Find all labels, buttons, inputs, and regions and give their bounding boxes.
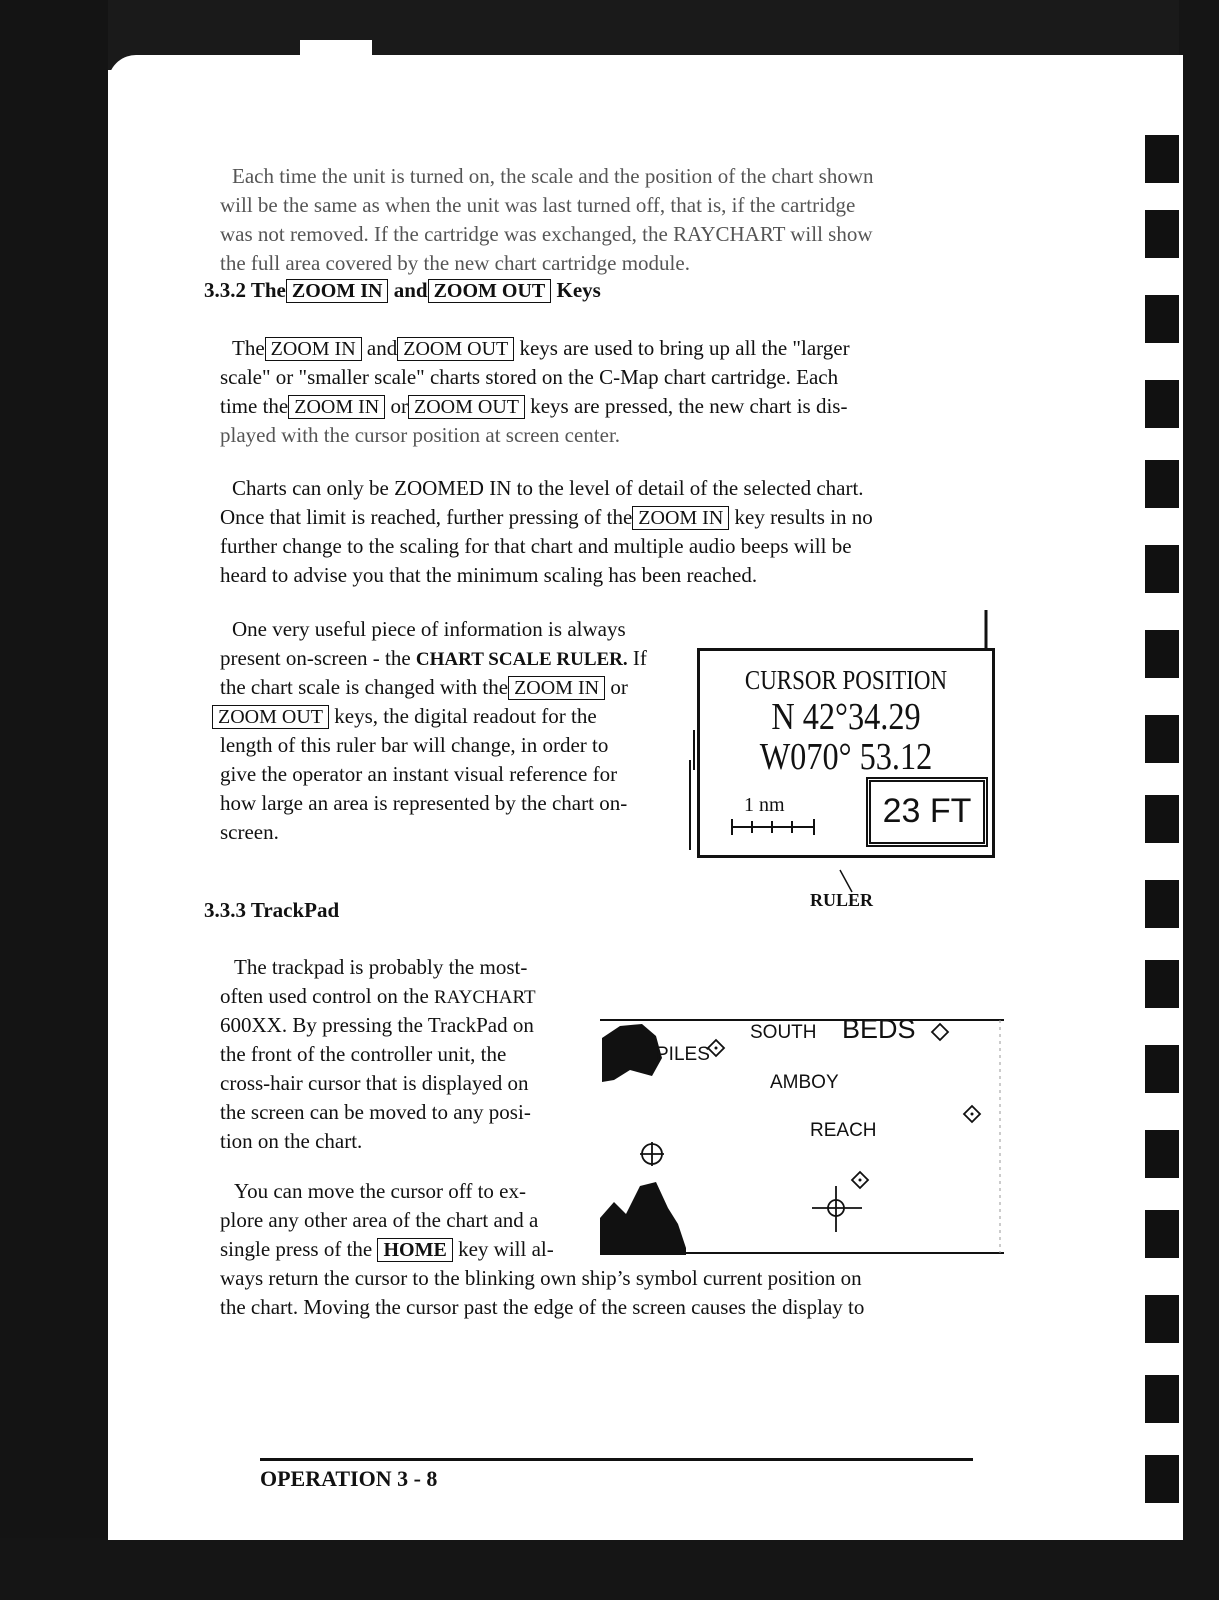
longitude-readout: W070° 53.12 [759,736,933,778]
page-tab [300,40,372,60]
binding-tab [1145,135,1179,183]
para6-line: the chart. Moving the cursor past the edge of the screen causes the display to [220,1295,865,1319]
scan-border-left [0,0,108,1600]
latitude-readout: N 42°34.29 [771,696,921,738]
binding-tab [1145,630,1179,678]
para5-line: the screen can be moved to any posi- [220,1100,531,1124]
para5-line: cross-hair cursor that is displayed on [220,1071,529,1095]
para4-line: the chart scale is changed with the ZOOM IN or [220,675,628,699]
scale-ruler-bar [730,817,820,837]
scale-readout: 1 nm [744,794,785,816]
binding-tab [1145,1295,1179,1343]
binding-tab [1145,380,1179,428]
para2-line: played with the cursor position at screen center. [220,423,621,447]
para5-line: 600XX. By pressing the TrackPad on [220,1013,534,1037]
para3-line: heard to advise you that the minimum scaling has been reached. [220,563,758,587]
cursor-position-title: CURSOR POSITION [744,665,948,695]
para6-line: ways return the cursor to the blinking own ship’s symbol current position on [220,1266,862,1290]
para4-line: screen. [220,820,279,844]
para1-line: will be the same as when the unit was last turned off, that is, if the cartridge [220,193,856,217]
binding-tab [1145,1375,1179,1423]
binding-tab [1145,1045,1179,1093]
para2-line: time the ZOOM IN or ZOOM OUT keys are pressed, the new chart is dis- [220,394,848,418]
para6-line: plore any other area of the chart and a [220,1208,539,1232]
binding-tab [1145,880,1179,928]
para5-line: often used control on the RAYCHART [220,984,536,1008]
binding-tab [1145,795,1179,843]
chart-label-beds: BEDS [842,1014,916,1044]
scan-border-right [1179,0,1219,1600]
para4-line: One very useful piece of information is always [232,617,626,641]
para2-line: scale" or "smaller scale" charts stored on the C-Map chart cartridge. Each [220,365,839,389]
binding-tab [1145,715,1179,763]
zoom-out-key: ZOOM OUT [397,337,514,361]
para4-line: how large an area is represented by the chart on- [220,791,628,815]
chart-label-amboy: AMBOY [770,1072,839,1093]
para6-line: You can move the cursor off to ex- [234,1179,527,1203]
para3-line: Charts can only be ZOOMED IN to the level of detail of the selected chart. [232,476,864,500]
buoy-marker-icon [932,1024,948,1040]
chart-label-piles: PILES [656,1044,710,1065]
chart-label-reach: REACH [810,1120,877,1141]
para5-line: tion on the chart. [220,1129,363,1153]
binding-tab [1145,1130,1179,1178]
para5-line: The trackpad is probably the most- [234,955,528,979]
para3-line: Once that limit is reached, further pressing of the ZOOM IN key results in no [220,505,873,529]
ruler-label: RULER [810,890,874,910]
binding-tab [1145,960,1179,1008]
zoom-in-key: ZOOM IN [508,676,605,700]
home-key: HOME [377,1238,452,1262]
binding-tab [1145,1210,1179,1258]
para2-line: The ZOOM IN and ZOOM OUT keys are used to bring up all the "larger [232,336,850,360]
zoom-in-key: ZOOM IN [286,279,389,303]
para1-line: Each time the unit is turned on, the scale and the position of the chart shown [232,164,874,188]
binding-tab [1145,1455,1179,1503]
cursor-position-panel [697,648,995,858]
chart-label-south: SOUTH [750,1022,817,1043]
footer-rule [260,1458,973,1461]
para4-line: ZOOM OUT keys, the digital readout for the [212,702,597,731]
para1-line: the full area covered by the new chart cartridge module. [220,251,690,275]
para4-line: give the operator an instant visual reference for [220,762,618,786]
para1-line: was not removed. If the cartridge was exchanged, the RAYCHART will show [220,222,873,246]
page-footer: OPERATION 3 - 8 [260,1466,438,1491]
para3-line: further change to the scaling for that chart and multiple audio beeps will be [220,534,852,558]
section-heading-3-3-3: 3.3.3 TrackPad [204,898,340,922]
binding-tab [1145,210,1179,258]
zoom-out-key: ZOOM OUT [408,395,525,419]
chart-illustration [600,1014,1004,1255]
landmass-shape [602,1024,662,1082]
para4-line: length of this ruler bar will change, in order to [220,733,609,757]
para5-line: the front of the controller unit, the [220,1042,507,1066]
zoom-in-key: ZOOM IN [288,395,385,419]
binding-tab [1145,460,1179,508]
binding-tab [1145,295,1179,343]
scan-border-bottom [0,1538,1219,1600]
zoom-out-key: ZOOM OUT [428,279,552,303]
zoom-in-key: ZOOM IN [632,506,729,530]
depth-readout: 23 FT [866,777,988,847]
para6-line: single press of the HOME key will al- [220,1237,554,1261]
binding-tab [1145,545,1179,593]
zoom-in-key: ZOOM IN [265,337,362,361]
zoom-out-key: ZOOM OUT [212,705,329,729]
section-heading-3-3-2: 3.3.2 The ZOOM IN and ZOOM OUT Keys [204,278,601,302]
para4-line: present on-screen - the CHART SCALE RULER. If [220,646,647,670]
landmass-shape [600,1182,686,1255]
